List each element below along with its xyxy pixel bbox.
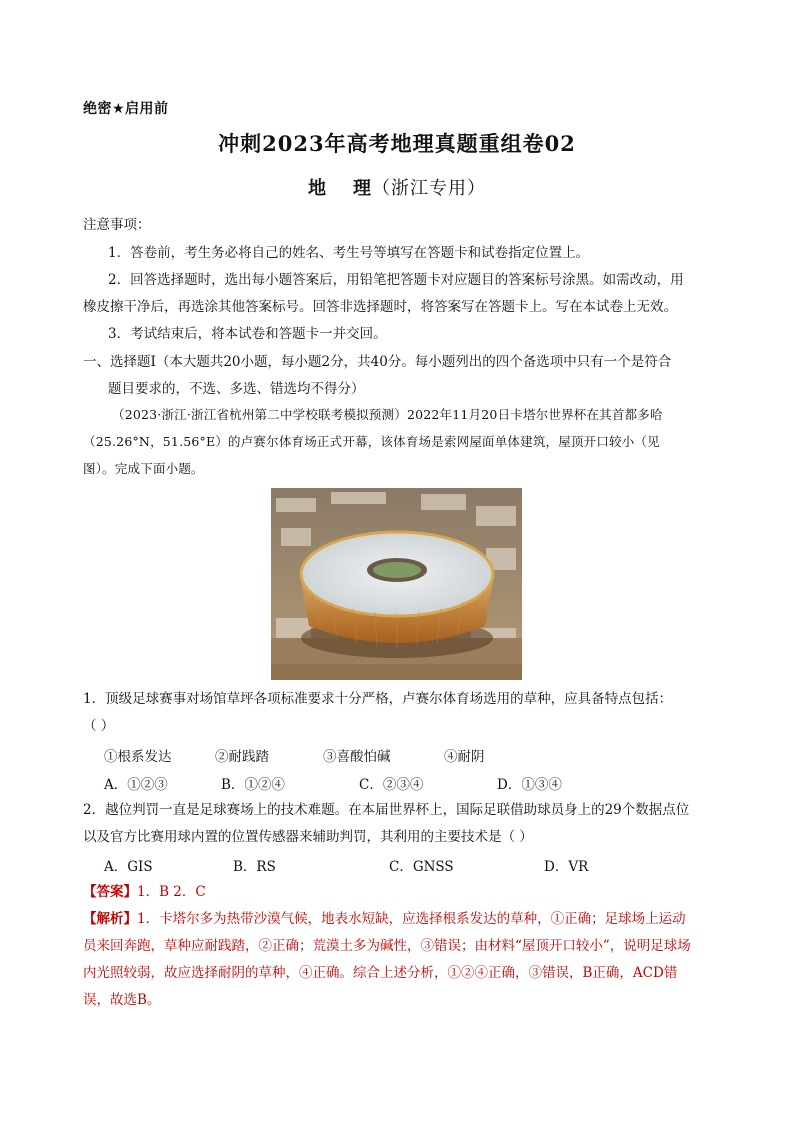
question-1-stem: 1．顶级足球赛事对场馆草坪各项标准要求十分严格，卢赛尔体育场选用的草种，应具备特点包括： <box>83 691 673 707</box>
analysis-text: 内光照较弱，故应选择耐阴的草种，④正确。综合上述分析，①②④正确，③错误，B正确，ACD错 <box>83 965 678 981</box>
answer-label: 【答案】 <box>83 884 137 900</box>
material-text: （25.26°N，51.56°E）的卢赛尔体育场正式开幕，该体育场是索网屋面单体建筑，屋顶开口较小（见 <box>83 434 660 449</box>
analysis-label: 【解析】 <box>83 911 137 927</box>
section-heading-cont: 题目要求的，不选、多选、错选均不得分） <box>108 381 365 397</box>
q2-option-d: D．VR <box>544 859 589 875</box>
q1-option-d: D．①③④ <box>497 777 562 793</box>
q1-option-b: B．①②④ <box>221 777 285 793</box>
q2-option-a: A．GIS <box>104 859 153 875</box>
confidential-label: 绝密★启用前 <box>83 101 169 117</box>
notes-heading: 注意事项： <box>83 217 151 233</box>
answer-line <box>83 882 723 902</box>
notes-item: 橡皮擦干净后，再选涂其他答案标号。回答非选择题时，将答案写在答题卡上。写在本试卷上无效。 <box>83 299 677 315</box>
subject-paren: （浙江专用） <box>372 178 486 199</box>
stadium-image <box>271 488 522 680</box>
section-heading: 一、选择题Ⅰ（本大题共20小题，每小题2分，共40分。每小题列出的四个备选项中只有一个是符合 <box>83 354 672 370</box>
question-2-stem: 2．越位判罚一直是足球赛场上的技术难题。在本届世界杯上，国际足联借助球员身上的29个数据点位 <box>83 802 690 818</box>
page-title: 冲刺2023年高考地理真题重组卷02 <box>218 131 576 156</box>
notes-item: 1．答卷前，考生务必将自己的姓名、考生号等填写在答题卡和试卷指定位置上。 <box>108 245 590 261</box>
subject-char-1: 地 <box>308 178 327 199</box>
q1-option-a: A．①②③ <box>104 777 168 793</box>
question-2-stem-cont: 以及官方比赛用球内置的位置传感器来辅助判罚，其利用的主要技术是（ ） <box>83 829 533 845</box>
q1-option-c: C．②③④ <box>359 777 424 793</box>
q1-feature-3: ③喜酸怕碱 <box>323 749 391 765</box>
notes-item: 3．考试结束后，将本试卷和答题卡一并交回。 <box>108 326 387 342</box>
q1-feature-1: ①根系发达 <box>104 749 172 765</box>
material-text: （2023·浙江·浙江省杭州第二中学校联考模拟预测）2022年11月20日卡塔尔世界杯在其首都多哈 <box>112 407 663 422</box>
analysis-line <box>83 909 723 929</box>
material-text: 图）。完成下面小题。 <box>83 461 204 476</box>
subject-char-2: 理 <box>353 178 372 199</box>
q2-option-b: B．RS <box>233 859 276 875</box>
analysis-text: 员来回奔跑，草种应耐践踏，②正确；荒漠土多为碱性，③错误；由材料“屋顶开口较小”，说明足球场 <box>83 938 691 954</box>
question-1-bracket: （ ） <box>83 718 115 734</box>
analysis-text: 误，故选B。 <box>83 992 161 1008</box>
q2-option-c: C．GNSS <box>389 859 454 875</box>
subject-title <box>0 174 794 200</box>
answer-text: 1．B 2．C <box>137 884 206 900</box>
q1-feature-2: ②耐践踏 <box>215 749 269 765</box>
q1-feature-4: ④耐阴 <box>444 749 485 765</box>
analysis-text: 1．卡塔尔多为热带沙漠气候，地表水短缺，应选择根系发达的草种，①正确；足球场上运动 <box>137 911 686 927</box>
notes-item: 2．回答选择题时，选出每小题答案后，用铅笔把答题卡对应题目的答案标号涂黑。如需改动，用 <box>108 272 684 288</box>
